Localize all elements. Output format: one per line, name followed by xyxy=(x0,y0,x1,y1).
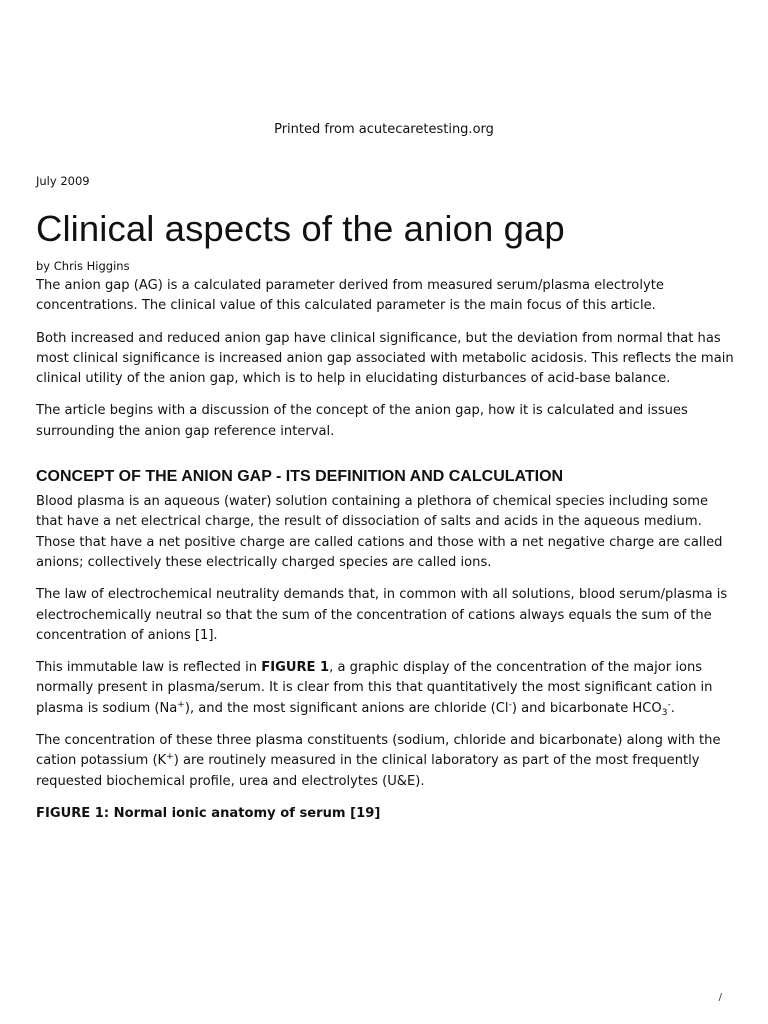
sodium-charge: + xyxy=(177,699,185,710)
potassium-charge: + xyxy=(166,752,174,763)
text-run: ), and the most significant anions are chloride (Cl xyxy=(184,700,509,716)
section-paragraph-2: The law of electrochemical neutrality demands that, in common with all solutions, blood serum/plasma is electrochemically neutral so that the sum of the concentration of cations always equals the sum of the concentration of anions [1]. xyxy=(36,587,728,643)
figure-1-reference: FIGURE 1 xyxy=(261,660,330,676)
potassium-paragraph xyxy=(36,731,736,792)
chloride-charge: - xyxy=(508,699,512,710)
text-run: This immutable law is reflected in xyxy=(36,660,262,676)
text-run: The concentration of these three plasma constituents (sodium, chloride and bicarbonate) along with the cation potassium (K xyxy=(36,733,721,769)
intro-paragraph-3: The article begins with a discussion of the concept of the anion gap, how it is calculated and issues surrounding the anion gap reference interval. xyxy=(36,403,688,439)
article-byline: by Chris Higgins xyxy=(36,259,130,273)
intro-paragraph-2: Both increased and reduced anion gap have clinical significance, but the deviation from normal that has most clinical significance is increased anion gap associated with metabolic acidosis. This reflects the main clinical utility of the anion gap, which is to help in elucidating disturbances of acid-base balance. xyxy=(36,330,734,387)
figure-caption: FIGURE 1: Normal ionic anatomy of serum [19] xyxy=(36,805,381,821)
bicarbonate-charge: - xyxy=(667,699,671,710)
section-heading: CONCEPT OF THE ANION GAP - ITS DEFINITION AND CALCULATION xyxy=(36,468,564,486)
article-body xyxy=(36,173,736,824)
page-marker: / xyxy=(718,992,722,1003)
article-date: July 2009 xyxy=(36,174,90,188)
text-run: ) are routinely measured in the clinical laboratory as part of the most frequently requested biochemical profile, urea and electrolytes (U&E). xyxy=(36,753,700,789)
intro-paragraph-1: The anion gap (AG) is a calculated parameter derived from measured serum/plasma electrolyte concentrations. The clinical value of this calculated parameter is the main focus of this article. xyxy=(36,278,664,314)
figure-reference-paragraph xyxy=(36,658,736,719)
bicarbonate-subscript: 3 xyxy=(661,707,668,718)
text-run: ) and bicarbonate HCO xyxy=(511,700,662,716)
article-title: Clinical aspects of the anion gap xyxy=(36,208,565,249)
printed-from-header: Printed from acutecaretesting.org xyxy=(274,122,494,137)
text-run: . xyxy=(670,700,675,716)
text-run: , a graphic display of the concentration of the major ions normally present in plasma/serum. It is clear from this that quantitatively the most significant cation in plasma is sodium (Na xyxy=(36,660,713,716)
section-paragraph-1: Blood plasma is an aqueous (water) solution containing a plethora of chemical species including some that have a net electrical charge, the result of dissociation of salts and acids in the aqueous medium. Those that have a net positive charge are called cations and those with a net negative charge are called anions; collectively these electrically charged species are called ions. xyxy=(36,494,723,570)
